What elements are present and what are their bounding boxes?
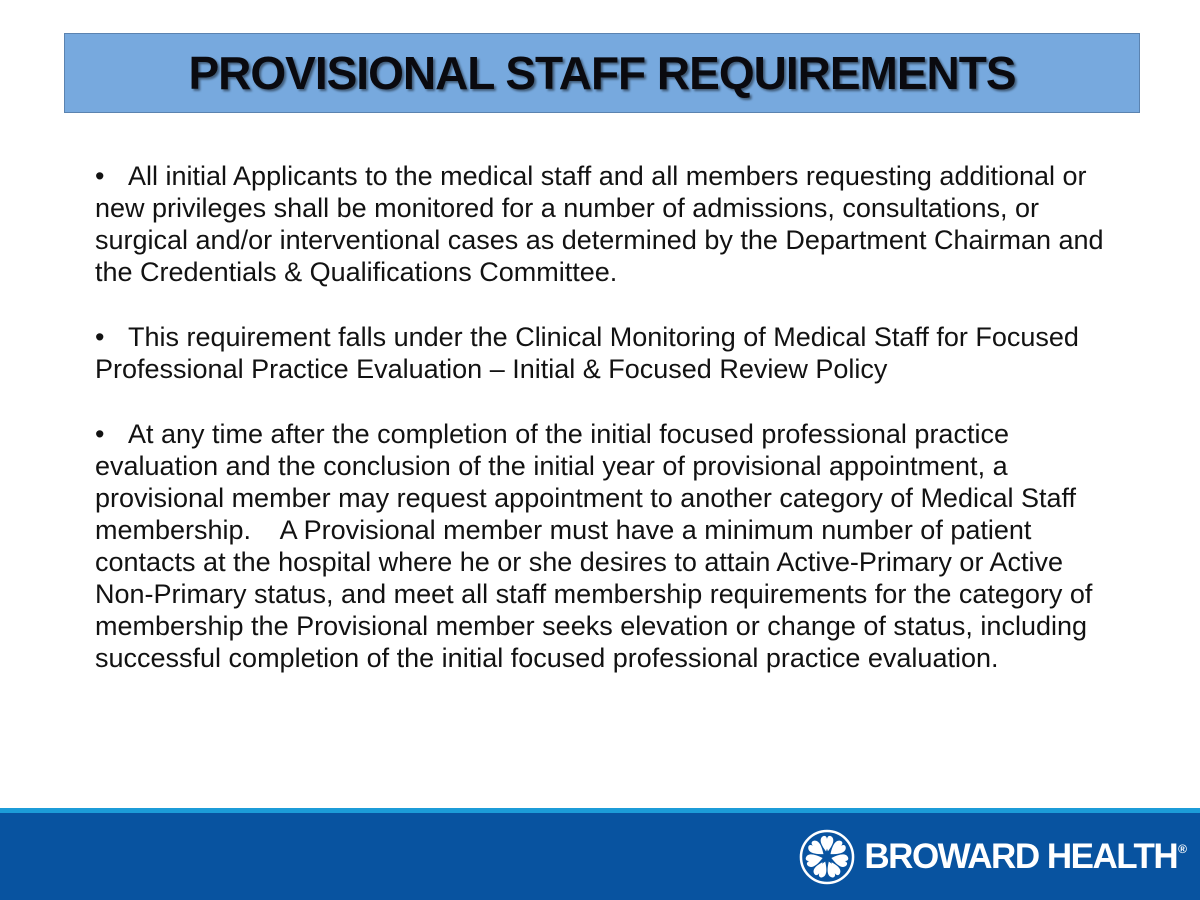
bullet-paragraph [95,160,1117,288]
bullet-icon: • [95,419,105,449]
bullet-icon: • [95,161,105,191]
brand-name: BROWARD HEALTH [864,836,1178,876]
bullet-text: At any time after the completion of the initial focused professional practice evaluation and the conclusion of the initial year of provisional appointment, a provisional member may request appointment to another category of Medical Staff membership. A Provisional member must have a minimum number of patient contacts at the hospital where he or she desires to attain Active-Primary or Active Non-Primary status, and meet all staff membership requirements for the category of membership the Provisional member seeks elevation or change of status, including successful completion of the initial focused professional practice evaluation. [95,419,1100,673]
footer-bar [0,808,1200,900]
footer-brand-bar [0,813,1200,900]
bullet-icon: • [95,322,105,352]
bullet-paragraph [95,321,1117,385]
title-banner [64,33,1140,113]
bullet-text: All initial Applicants to the medical staff and all members requesting additional or new privileges shall be monitored for a number of admissions, consultations, or surgical and/or interventional cases as determined by the Department Chairman and the Credentials & Qualifications Committee. [95,161,1112,287]
registered-trademark: ® [1178,841,1187,856]
bullet-text: This requirement falls under the Clinical Monitoring of Medical Staff for Focused Professional Practice Evaluation – Initial & Focused Review Policy [95,322,1087,384]
brand-wordmark [864,837,1186,877]
starburst-flower-icon [799,829,855,885]
slide-body [95,160,1117,707]
broward-health-logo [799,829,1186,885]
bullet-paragraph [95,418,1117,674]
page-title: PROVISIONAL STAFF REQUIREMENTS [188,47,1016,99]
